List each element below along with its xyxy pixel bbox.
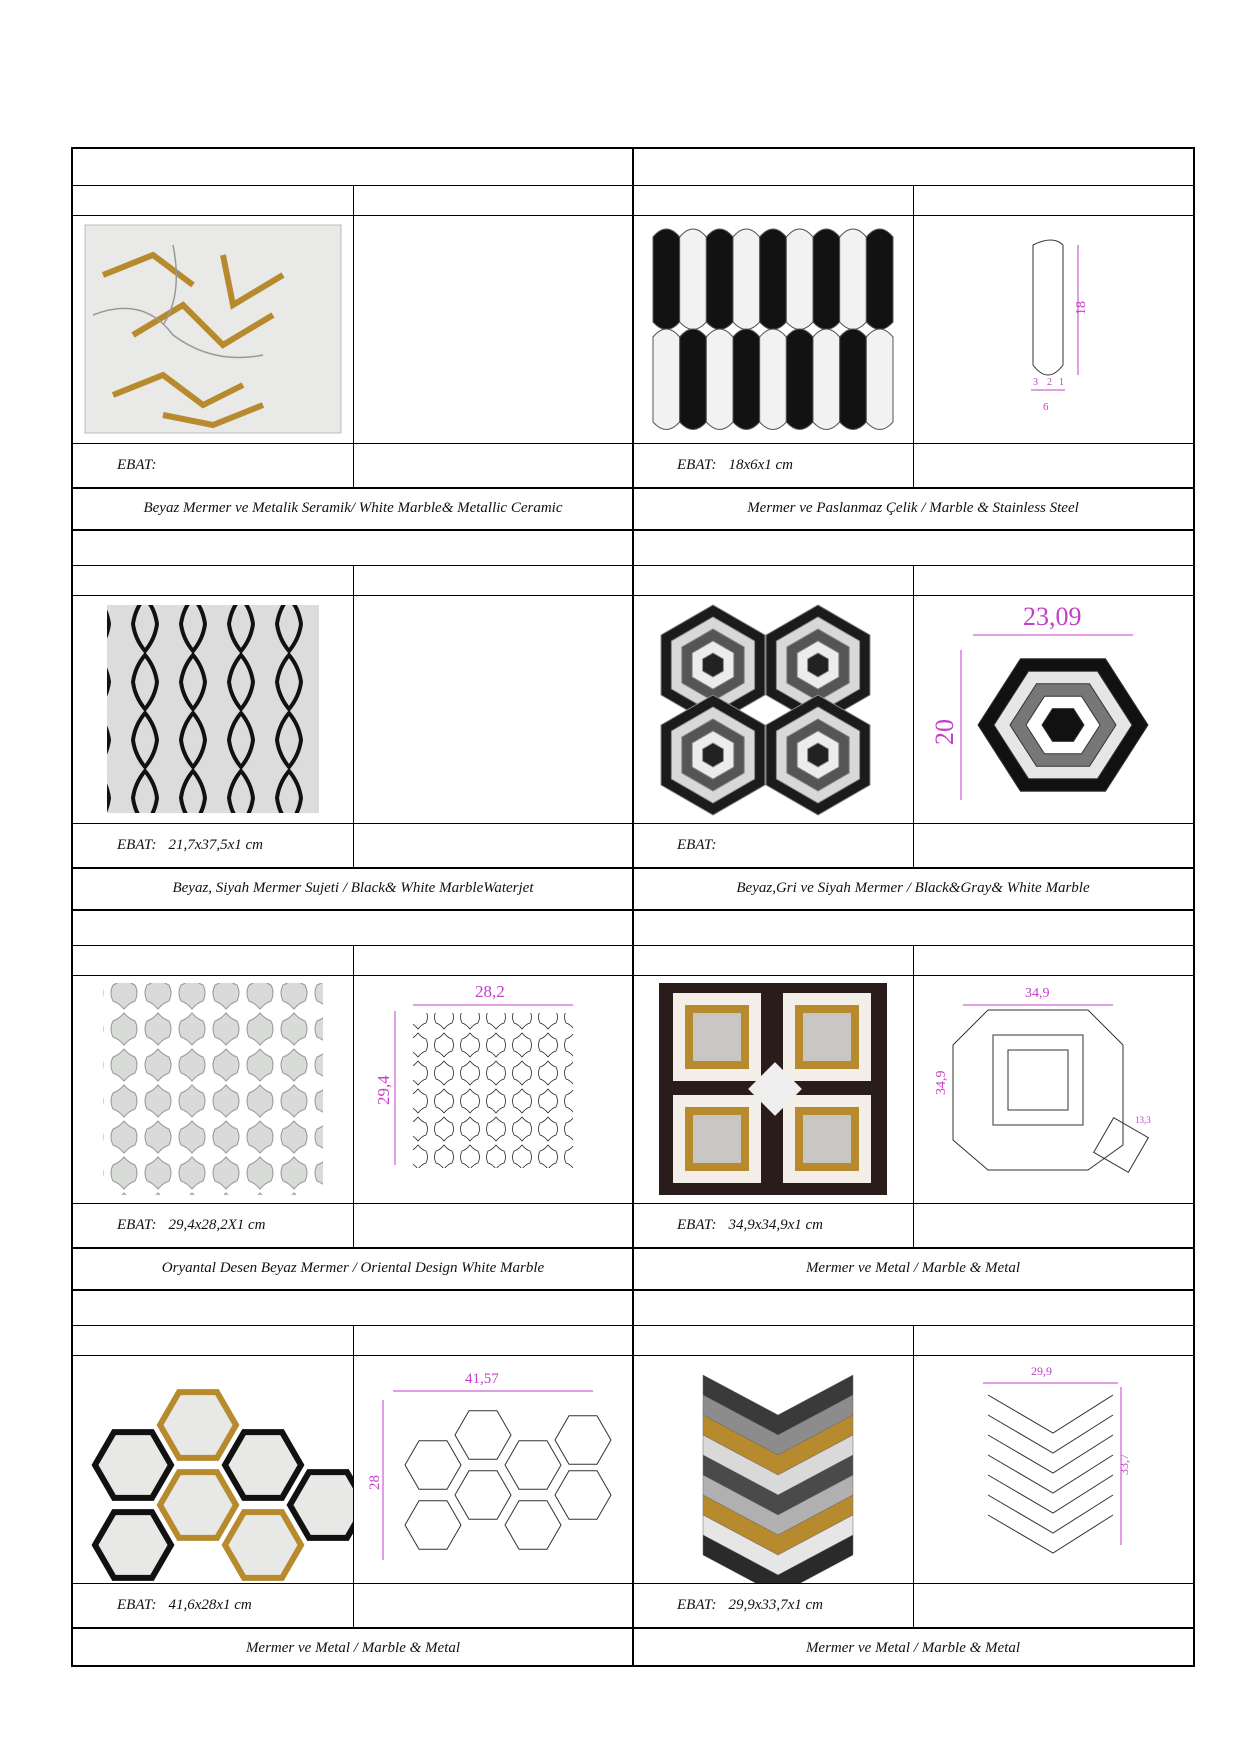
size-value: 34,9x34,9x1 cm (728, 1217, 824, 1233)
column-divider (353, 565, 354, 867)
size-value: 29,9x33,7x1 cm (728, 1597, 824, 1613)
size-value: 29,4x28,2X1 cm (168, 1217, 266, 1233)
windows-mosaic-photo (633, 975, 913, 1203)
size-row (633, 443, 913, 487)
product-name-en (353, 149, 633, 185)
technical-drawing (913, 595, 1193, 823)
technical-drawing (913, 975, 1193, 1203)
product-name-en (913, 909, 1193, 945)
product-name-tr (633, 1289, 913, 1325)
product-name-en (353, 1289, 633, 1325)
size-label: EBAT: (677, 457, 717, 473)
product-name-en (353, 529, 633, 565)
material-description: Oryantal Desen Beyaz Mermer / Oriental Design White Marble (161, 1260, 545, 1276)
material-description: Mermer ve Paslanmaz Çelik / Marble & Stainless Steel (747, 500, 1079, 516)
product-name-tr (633, 149, 913, 185)
svg-text:6: 6 (1043, 401, 1049, 413)
column-divider (913, 565, 914, 867)
svg-text:28,2: 28,2 (475, 982, 505, 1001)
column-divider (353, 1325, 354, 1627)
size-value: 41,6x28x1 cm (168, 1597, 252, 1613)
size-row (633, 1203, 913, 1247)
arrow-mosaic-photo (633, 1355, 913, 1583)
svg-text:3: 3 (1033, 377, 1038, 388)
product-name-tr (73, 529, 353, 565)
technical-drawing (353, 1355, 633, 1583)
product-name-tr (633, 909, 913, 945)
product-name-tr (73, 1289, 353, 1325)
svg-text:18: 18 (1074, 301, 1089, 315)
material-description: Mermer ve Metal / Marble & Metal (805, 1260, 1021, 1276)
svg-text:29,9: 29,9 (1031, 1364, 1052, 1378)
material-description: Mermer ve Metal / Marble & Metal (805, 1640, 1021, 1656)
rug-mosaic-photo (73, 595, 353, 823)
size-label: EBAT: (117, 837, 157, 853)
size-value: 21,7x37,5x1 cm (168, 837, 264, 853)
product-name-en (913, 1289, 1193, 1325)
svg-text:28: 28 (367, 1475, 383, 1490)
technical-drawing (913, 215, 1193, 443)
leaf-mosaic-photo (633, 215, 913, 443)
product-name-tr (73, 909, 353, 945)
center-divider (632, 149, 634, 1665)
size-row (633, 1583, 913, 1627)
material-description: Beyaz, Siyah Mermer Sujeti / Black& White MarbleWaterjet (172, 880, 534, 896)
product-name-en (353, 909, 633, 945)
arabesque-mosaic-photo (73, 975, 353, 1203)
product-name-en (913, 529, 1193, 565)
size-row (73, 823, 353, 867)
product-name-en (913, 149, 1193, 185)
svg-text:34,9: 34,9 (934, 1070, 949, 1095)
product-sheet (71, 147, 1195, 1667)
material-description: Beyaz Mermer ve Metalik Seramik/ White Marble& Metallic Ceramic (143, 500, 563, 516)
size-label: EBAT: (677, 1217, 717, 1233)
size-row (73, 1203, 353, 1247)
svg-text:23,09: 23,09 (1023, 602, 1082, 631)
svg-text:34,9: 34,9 (1025, 986, 1050, 1001)
column-divider (913, 945, 914, 1247)
material-description: Mermer ve Metal / Marble & Metal (245, 1640, 461, 1656)
gold-vein-marble-photo (73, 215, 353, 443)
size-label: EBAT: (677, 1597, 717, 1613)
svg-text:33,7: 33,7 (1117, 1454, 1131, 1475)
size-label: EBAT: (117, 1217, 157, 1233)
column-divider (913, 185, 914, 487)
size-row (633, 823, 913, 867)
size-label: EBAT: (117, 457, 157, 473)
svg-text:20: 20 (930, 719, 959, 745)
technical-drawing (913, 1355, 1193, 1583)
svg-text:41,57: 41,57 (465, 1371, 499, 1387)
size-value: 18x6x1 cm (728, 457, 794, 473)
product-name-tr (633, 529, 913, 565)
column-divider (913, 1325, 914, 1627)
material-description: Beyaz,Gri ve Siyah Mermer / Black&Gray& White Marble (736, 880, 1090, 896)
size-row (73, 1583, 353, 1627)
svg-text:29,4: 29,4 (374, 1075, 393, 1105)
technical-drawing (353, 975, 633, 1203)
size-label: EBAT: (117, 1597, 157, 1613)
svg-text:1: 1 (1059, 377, 1064, 388)
honeycomb-mosaic-photo (73, 1355, 353, 1583)
column-divider (353, 945, 354, 1247)
size-label: EBAT: (677, 837, 717, 853)
product-name-tr (73, 149, 353, 185)
svg-text:13,3: 13,3 (1135, 1115, 1151, 1125)
column-divider (353, 185, 354, 487)
svg-text:2: 2 (1047, 377, 1052, 388)
hexagon-mosaic-photo (633, 595, 913, 823)
size-row (73, 443, 353, 487)
